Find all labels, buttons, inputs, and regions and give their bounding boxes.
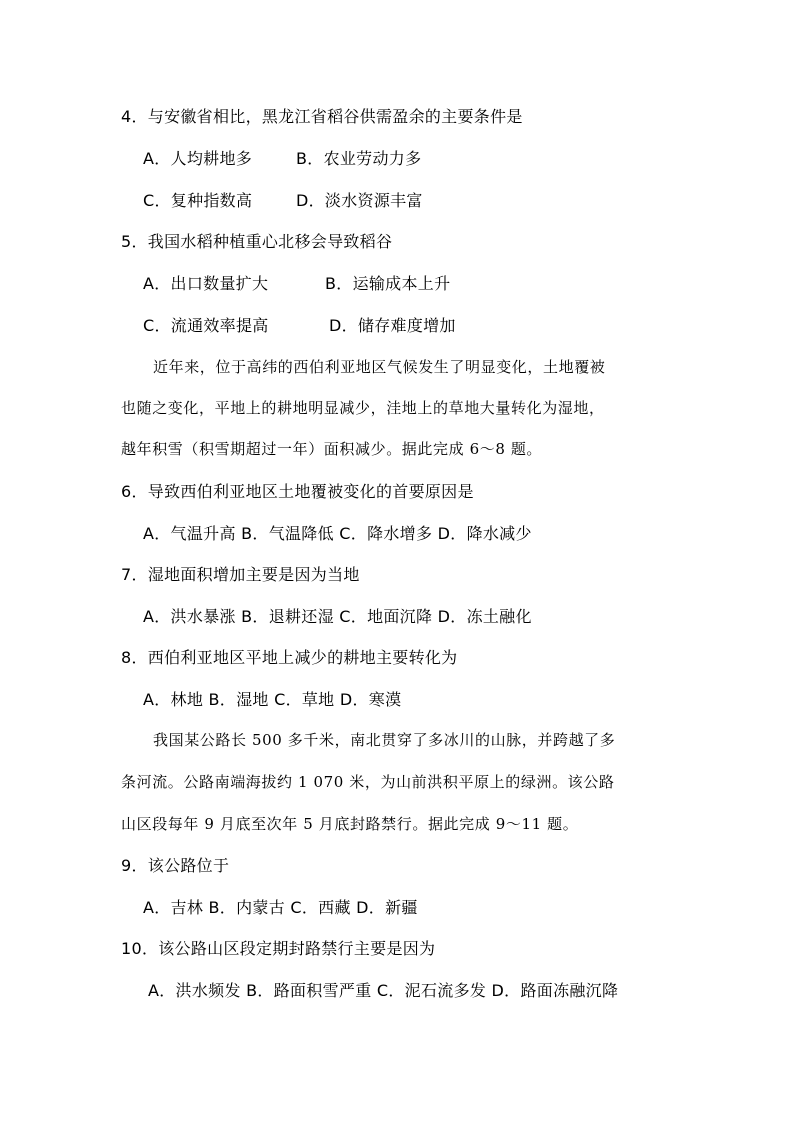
q10-stem: 10．该公路山区段定期封路禁行主要是因为 — [121, 939, 436, 958]
q7-options: A．洪水暴涨 B．退耕还湿 C．地面沉降 D．冻土融化 — [143, 607, 532, 626]
q8-stem: 8．西伯利亚地区平地上减少的耕地主要转化为 — [121, 648, 458, 667]
q9-stem: 9．该公路位于 — [121, 856, 230, 875]
passage1-line1: 近年来，位于高纬的西伯利亚地区气候发生了明显变化，土地覆被 — [153, 358, 606, 376]
q8-options: A．林地 B．湿地 C．草地 D．寒漠 — [143, 690, 402, 709]
q6-stem: 6．导致西伯利亚地区土地覆被变化的首要原因是 — [121, 482, 474, 501]
q4-option-b: B．农业劳动力多 — [296, 149, 422, 168]
q4-option-a: A．人均耕地多 — [143, 149, 253, 168]
q5-stem: 5．我国水稻种植重心北移会导致稻谷 — [121, 232, 393, 251]
q6-options: A．气温升高 B．气温降低 C．降水增多 D．降水减少 — [143, 524, 532, 543]
passage2-line2: 条河流。公路南端海拔约 1 070 米，为山前洪积平原上的绿洲。该公路 — [121, 773, 615, 791]
q7-stem: 7．湿地面积增加主要是因为当地 — [121, 565, 360, 584]
q5-option-b: B．运输成本上升 — [325, 274, 451, 293]
q4-stem: 4．与安徽省相比，黑龙江省稻谷供需盈余的主要条件是 — [121, 107, 523, 126]
q4-option-d: D．淡水资源丰富 — [296, 191, 423, 210]
q10-options: A．洪水频发 B．路面积雪严重 C．泥石流多发 D．路面冻融沉降 — [148, 981, 619, 1000]
q9-options: A．吉林 B．内蒙古 C．西藏 D．新疆 — [143, 898, 418, 917]
passage2-line1: 我国某公路长 500 多千米，南北贯穿了多冰川的山脉，并跨越了多 — [153, 731, 616, 749]
q5-option-d: D．储存难度增加 — [329, 316, 456, 335]
q5-option-c: C．流通效率提高 — [143, 316, 269, 335]
passage1-line3: 越年积雪（积雪期超过一年）面积减少。据此完成 6～8 题。 — [121, 440, 543, 458]
passage2-line3: 山区段每年 9 月底至次年 5 月底封路禁行。据此完成 9～11 题。 — [121, 815, 579, 833]
q5-option-a: A．出口数量扩大 — [143, 274, 269, 293]
passage1-line2: 也随之变化，平地上的耕地明显减少，洼地上的草地大量转化为湿地， — [121, 399, 605, 417]
q4-option-c: C．复种指数高 — [143, 191, 253, 210]
